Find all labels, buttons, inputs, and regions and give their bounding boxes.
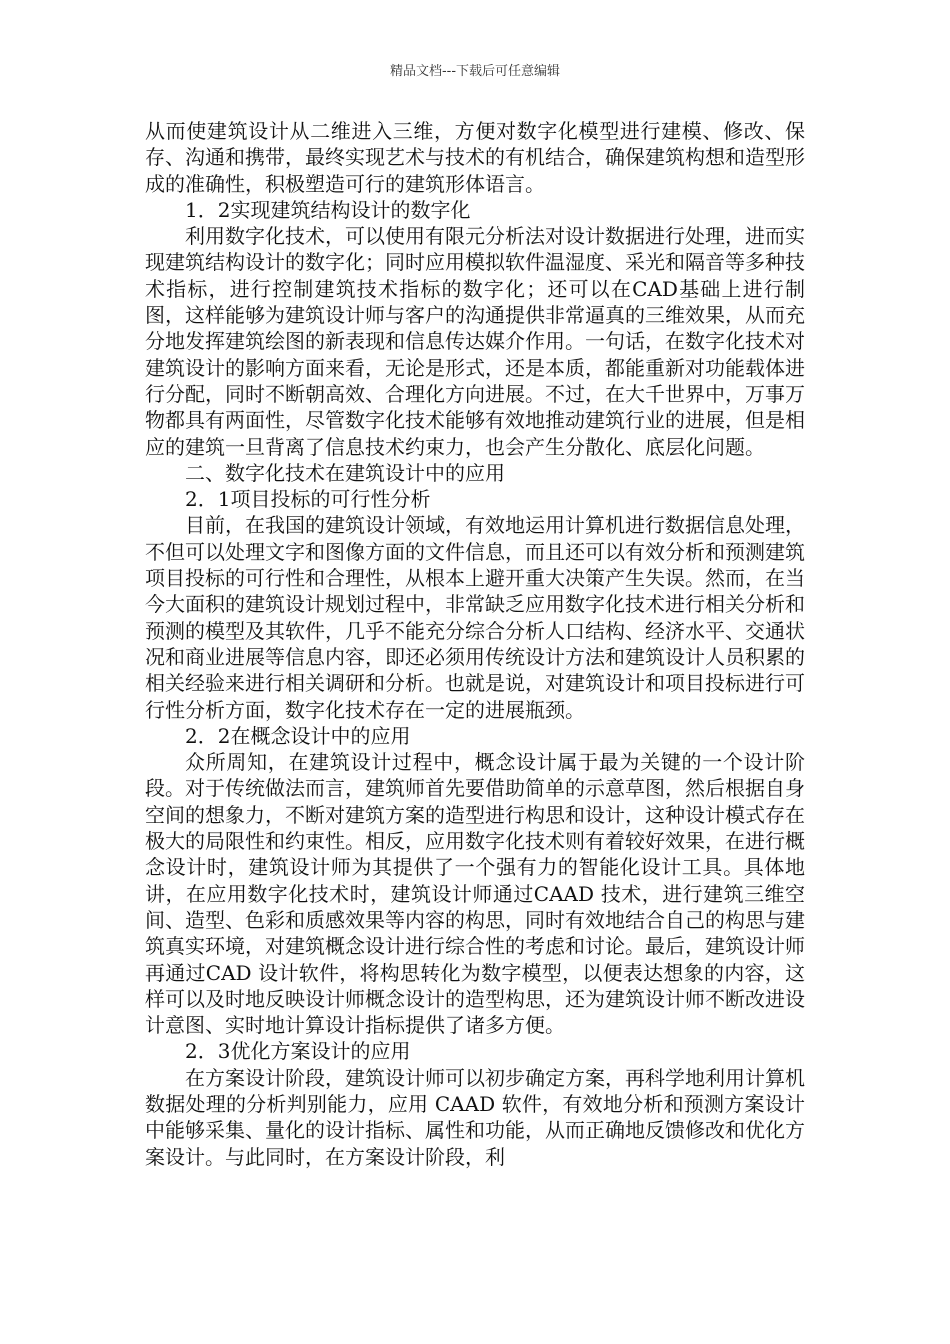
paragraph-structure-design: 利用数字化技术，可以使用有限元分析法对设计数据进行处理，进而实现建筑结构设计的数字化；同时应用模拟软件温湿度、采光和隔音等多种技术指标，进行控制建筑技术指标的数字化；还可以在CAD基础上进行制图，这样能够为建筑设计师与客户的沟通提供非常逼真的三维效果，从而充分地发挥建筑绘图的新表现和信息传达媒介作用。一句话，在数字化技术对建筑设计的影响方面来看，无论是形式，还是本质，都能重新对功能载体进行分配，同时不断朝高效、合理化方向进展。不过，在大千世界中，万事万物都具有两面性，尽管数字化技术能够有效地推动建筑行业的进展，但是相应的建筑一旦背离了信息技术约束力，也会产生分散化、底层化问题。: [145, 224, 805, 459]
paragraph-continuation: 从而使建筑设计从二维进入三维，方便对数字化模型进行建模、修改、保存、沟通和携带，最终实现艺术与技术的有机结合，确保建筑构想和造型形成的准确性，积极塑造可行的建筑形体语言。: [145, 119, 805, 196]
section-heading-2-3: 2．3优化方案设计的应用: [185, 1039, 411, 1064]
paragraph-concept-design: 众所周知，在建筑设计过程中，概念设计属于最为关键的一个设计阶段。对于传统做法而言，建筑师首先要借助简单的示意草图，然后根据自身空间的想象力，不断对建筑方案的造型进行构思和设计，这种设计模式存在极大的局限性和约束性。相反，应用数字化技术则有着较好效果，在进行概念设计时，建筑设计师为其提供了一个强有力的智能化设计工具。具体地讲，在应用数字化技术时，建筑设计师通过CAAD 技术，进行建筑三维空间、造型、色彩和质感效果等内容的构思，同时有效地结合自己的构思与建筑真实环境，对建筑概念设计进行综合性的考虑和讨论。最后，建筑设计师再通过CAD 设计软件，将构思转化为数字模型，以便表达想象的内容，这样可以及时地反映设计师概念设计的造型构思，还为建筑设计师不断改进设计意图、实时地计算设计指标提供了诸多方便。: [145, 750, 805, 1038]
document-body: [145, 118, 805, 1170]
section-heading-1-2: 1．2实现建筑结构设计的数字化: [185, 197, 471, 222]
section-heading-2-2: 2．2在概念设计中的应用: [185, 723, 411, 748]
page-header: 精品文档---下载后可任意编辑: [389, 64, 561, 79]
paragraph-scheme-design: 在方案设计阶段，建筑设计师可以初步确定方案，再科学地利用计算机数据处理的分析判别能力，应用 CAAD 软件，有效地分析和预测方案设计中能够采集、量化的设计指标、属性和功能，从而正确地反馈修改和优化方案设计。与此同时，在方案设计阶段，利: [145, 1065, 805, 1169]
paragraph-feasibility: 目前，在我国的建筑设计领域，有效地运用计算机进行数据信息处理，不但可以处理文字和图像方面的文件信息，而且还可以有效分析和预测建筑项目投标的可行性和合理性，从根本上避开重大决策产生失误。然而，在当今大面积的建筑设计规划过程中，非常缺乏应用数字化技术进行相关分析和预测的模型及其软件，几乎不能充分综合分析人口结构、经济水平、交通状况和商业进展等信息内容，即还必须用传统设计方法和建筑设计人员积累的相关经验来进行相关调研和分析。也就是说，对建筑设计和项目投标进行可行性分析方面，数字化技术存在一定的进展瓶颈。: [145, 513, 805, 722]
section-heading-2-1: 2．1项目投标的可行性分析: [185, 487, 431, 512]
section-heading-2: 二、数字化技术在建筑设计中的应用: [185, 460, 505, 485]
